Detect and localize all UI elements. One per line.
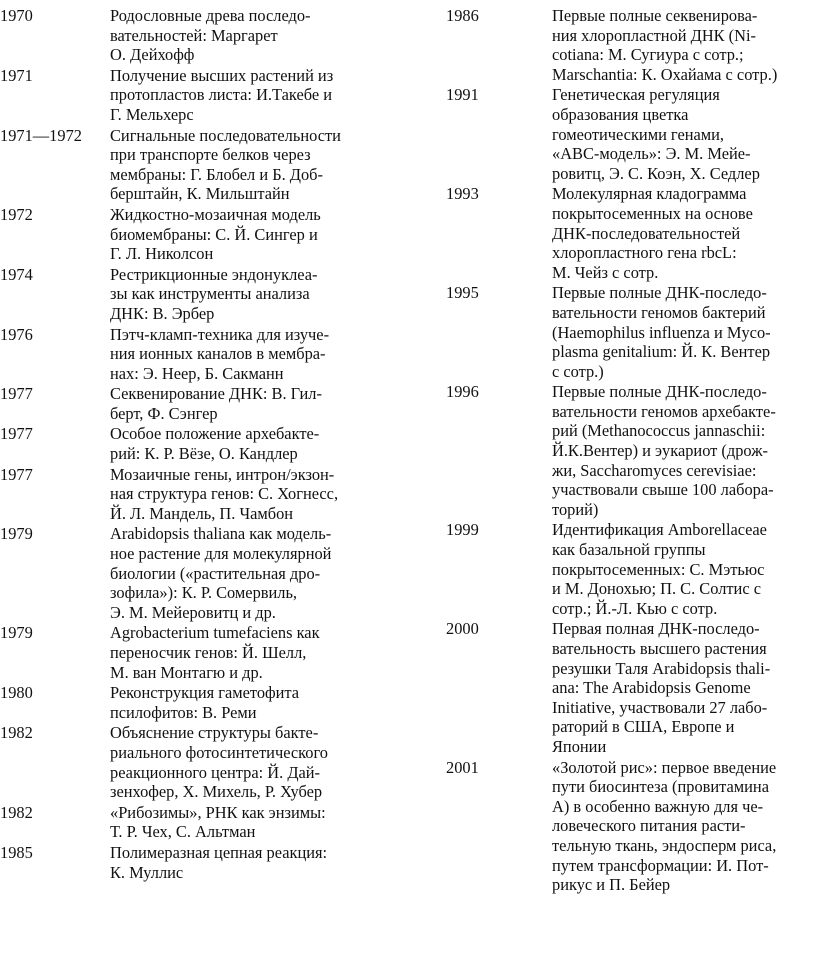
entry-year: 1993 xyxy=(446,184,479,204)
entry-text: Первые полные ДНК-последо- вательности геномов архебакте- рий (Methanococcus jannaschii: Й.К.Вентер) и эукариот (дрож- жи, Saccharomyces cerevisiae: участвовали свыше 100 лабора- торий) xyxy=(552,382,776,519)
entry-text: Пэтч-кламп-техника для изуче- ния ионных каналов в мембра- нах: Э. Неер, Б. Сакманн xyxy=(110,324,330,383)
left-column xyxy=(0,6,416,883)
timeline-entry xyxy=(0,723,416,801)
entry-year: 1976 xyxy=(0,324,33,344)
timeline-entry xyxy=(0,126,416,204)
entry-year: 1982 xyxy=(0,723,33,743)
entry-text: Мозаичные гены, интрон/экзон- ная структура генов: С. Хогнесс, Й. Л. Мандель, П. Чамбон xyxy=(110,464,339,523)
timeline-entry xyxy=(0,424,416,463)
entry-text: Генетическая регуляция образования цветка гомеотическими генами, «АВС-модель»: Э. М. Мейе- ровитц, Э. С. Коэн, Х. Седлер xyxy=(552,85,760,183)
entry-year: 1972 xyxy=(0,204,33,224)
entry-year: 1991 xyxy=(446,85,479,105)
timeline-entry xyxy=(446,382,824,519)
entry-year: 1982 xyxy=(0,802,33,822)
entry-year: 1971—1972 xyxy=(0,125,82,145)
entry-text: Реконструкция гаметофита псилофитов: В. Реми xyxy=(110,683,300,722)
entry-year: 1977 xyxy=(0,464,33,484)
timeline-entry xyxy=(0,6,416,65)
entry-year: 1979 xyxy=(0,623,33,643)
entry-year: 1996 xyxy=(446,382,479,402)
timeline-entry xyxy=(0,384,416,423)
entry-text: Родословные древа последо- вательностей: Маргарет О. Дейхофф xyxy=(110,6,311,65)
timeline-entry xyxy=(0,265,416,324)
entry-year: 2000 xyxy=(446,619,479,639)
entry-text: Секвенирование ДНК: В. Гил- берт, Ф. Сэнгер xyxy=(110,384,322,423)
timeline-entry xyxy=(446,6,824,84)
right-column xyxy=(446,6,824,896)
entry-year: 1971 xyxy=(0,65,33,85)
entry-year: 1986 xyxy=(446,6,479,25)
entry-text: Получение высших растений из протопластов листа: И.Такебе и Г. Мельхерс xyxy=(110,65,334,124)
timeline-entry xyxy=(0,524,416,622)
entry-year: 1979 xyxy=(0,524,33,544)
entry-year: 1995 xyxy=(446,283,479,303)
entry-year: 1970 xyxy=(0,6,33,25)
timeline-entry xyxy=(0,623,416,682)
entry-text: Первая полная ДНК-последо- вательность высшего растения резушки Таля Arabidopsis thali- ana: The Arabidopsis Genome Initiative, участвовали 27 лабо- раторий в США, Европе и Японии xyxy=(552,619,771,756)
entry-text: Идентификация Amborellaceae как базальной группы покрытосеменных: С. Мэтьюс и М. Донохью; П. С. Солтис с сотр.; Й.-Л. Кью с сотр. xyxy=(552,520,767,618)
timeline-entry xyxy=(0,205,416,264)
entry-year: 1985 xyxy=(0,842,33,862)
entry-year: 2001 xyxy=(446,757,479,777)
entry-year: 1977 xyxy=(0,384,33,404)
timeline-entry xyxy=(446,758,824,895)
timeline-entry xyxy=(0,803,416,842)
entry-text: Полимеразная цепная реакция: К. Муллис xyxy=(110,842,328,882)
timeline-entry xyxy=(446,619,824,756)
entry-year: 1999 xyxy=(446,520,479,540)
entry-text: Жидкостно-мозаичная модель биомембраны: С. Й. Сингер и Г. Л. Николсон xyxy=(110,204,321,264)
timeline-entry xyxy=(446,520,824,618)
timeline-entry xyxy=(446,283,824,381)
entry-text: Рестрикционные эндонуклеа- зы как инструменты анализа ДНК: В. Эрбер xyxy=(110,264,318,323)
timeline-entry xyxy=(0,683,416,722)
entry-text: «Рибозимы», РНК как энзимы: Т. Р. Чех, С. Альтман xyxy=(110,802,326,842)
timeline-entry xyxy=(446,85,824,183)
timeline-entry xyxy=(446,184,824,282)
entry-text: Особое положение архебакте- рий: К. Р. Вёзе, О. Кандлер xyxy=(110,424,320,464)
timeline-entry xyxy=(0,325,416,384)
entry-text: Молекулярная кладограмма покрытосеменных на основе ДНК-последовательностей хлоропластного гена rbcL: М. Чейз с сотр. xyxy=(552,184,753,282)
timeline-entry xyxy=(0,66,416,125)
entry-text: Agrobacterium tumefaciens как переносчик генов: Й. Шелл, М. ван Монтагю и др. xyxy=(110,623,320,682)
entry-year: 1977 xyxy=(0,424,33,444)
entry-text: Сигнальные последовательности при транспорте белков через мембраны: Г. Блобел и Б. Доб- берштайн, К. Мильштайн xyxy=(110,125,341,204)
entry-text: Первые полные секвенирова- ния хлоропластной ДНК (Ni- cotiana: М. Сугиура с сотр.; Marschantia: К. Охайама с сотр.) xyxy=(552,6,778,84)
entry-text: «Золотой рис»: первое введение пути биосинтеза (провитамина А) в особенно важную для че- ловеческого питания расти- тельную ткань, эндосперм риса, путем трансформации: И. Пот- рикус и П. Бейер xyxy=(552,757,777,895)
entry-text: Arabidopsis thaliana как модель- ное растение для молекулярной биологии («растительная дро- зофила»): К. Р. Сомервиль, Э. М. Мейеровитц и др. xyxy=(110,524,332,622)
entry-text: Первые полные ДНК-последо- вательности геномов бактерий (Haemophilus influenza и Myco- plasma genitalium: Й. К. Вентер с сотр.) xyxy=(552,283,771,381)
entry-text: Объяснение структуры бакте- риального фотосинтетического реакционного центра: Й. Дай- зенхофер, Х. Михель, Р. Хубер xyxy=(110,723,328,802)
timeline-entry xyxy=(0,465,416,524)
timeline-entry xyxy=(0,843,416,882)
entry-year: 1974 xyxy=(0,264,33,284)
entry-year: 1980 xyxy=(0,683,33,703)
